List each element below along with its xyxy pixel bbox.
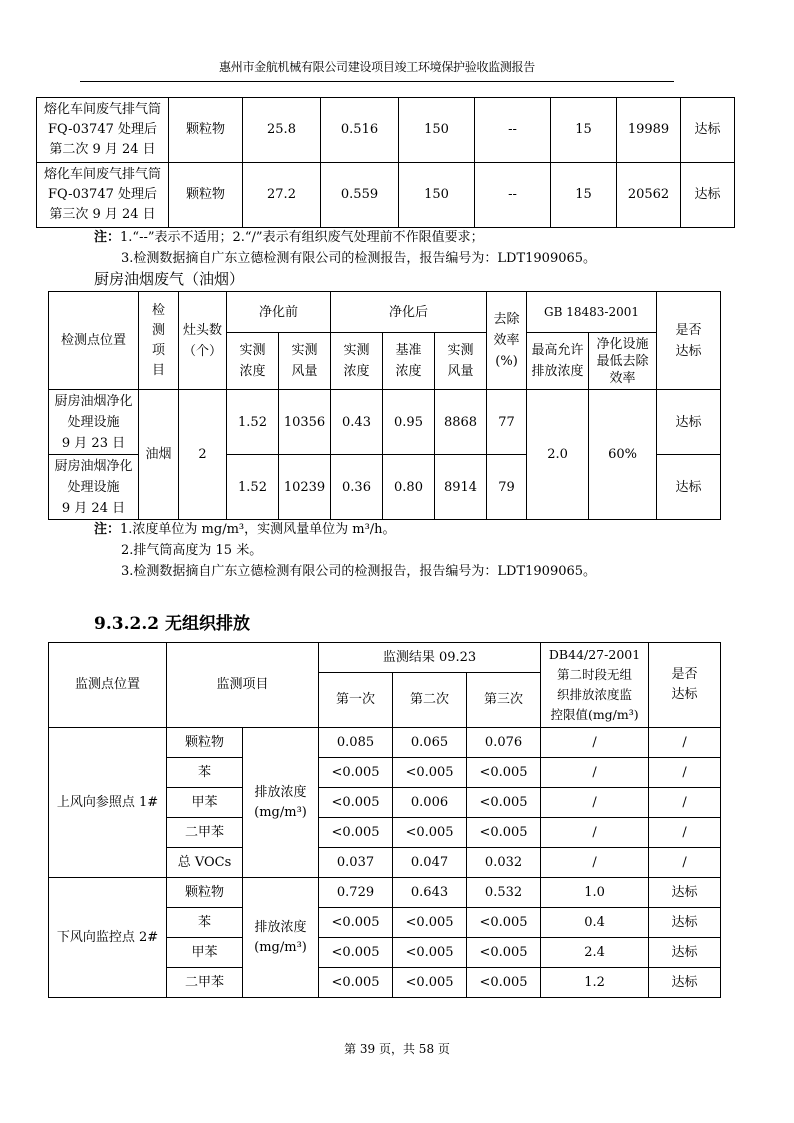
value-cell: <0.005 <box>319 968 393 998</box>
item-cell: 甲苯 <box>167 938 243 968</box>
header-std-eff: 净化设施 最低去除 效率 <box>589 333 657 390</box>
table-row <box>49 728 721 758</box>
value-cell: 79 <box>487 455 527 520</box>
value-cell: <0.005 <box>467 818 541 848</box>
value-cell: <0.005 <box>467 968 541 998</box>
header-after-conc: 实测 浓度 <box>331 333 383 390</box>
result-cell: 达标 <box>681 98 735 163</box>
value-cell: 1.2 <box>541 968 649 998</box>
value-cell: / <box>541 788 649 818</box>
value-cell: <0.005 <box>319 938 393 968</box>
value-cell: / <box>541 848 649 878</box>
header-location: 检测点位置 <box>49 292 139 390</box>
location-cell: 熔化车间废气排气筒 FQ-03747 处理后 第二次 9 月 24 日 <box>37 98 169 163</box>
value-cell: <0.005 <box>393 758 467 788</box>
value-cell: 8914 <box>435 455 487 520</box>
value-cell: / <box>649 788 721 818</box>
organized-emission-table <box>36 97 735 228</box>
value-cell: 0.80 <box>383 455 435 520</box>
value-cell: -- <box>475 98 551 163</box>
value-cell: 0.559 <box>321 163 399 228</box>
value-cell: <0.005 <box>467 908 541 938</box>
header-after-flow: 实测 风量 <box>435 333 487 390</box>
item-cell: 甲苯 <box>167 788 243 818</box>
location-cell: 厨房油烟净化 处理设施 9 月 23 日 <box>49 390 139 455</box>
note-2-line-1: 注：1.浓度单位为 mg/m³，实测风量单位为 m³/h。 <box>94 522 396 537</box>
unit-cell: 排放浓度 (mg/m³) <box>243 878 319 998</box>
value-cell: <0.005 <box>319 758 393 788</box>
kitchen-fume-table <box>48 291 721 520</box>
header-stoves: 灶头数 （个） <box>179 292 227 390</box>
value-cell: 达标 <box>649 878 721 908</box>
header-limit: DB44/27-2001 第二时段无组 织排放浓度监 控限值(mg/m³) <box>541 643 649 728</box>
value-cell: 1.52 <box>227 455 279 520</box>
value-cell: <0.005 <box>393 938 467 968</box>
value-cell: 77 <box>487 390 527 455</box>
value-cell: <0.005 <box>393 908 467 938</box>
value-cell: 达标 <box>649 968 721 998</box>
header-results: 监测结果 09.23 <box>319 643 541 673</box>
value-cell: <0.005 <box>467 758 541 788</box>
value-cell: 27.2 <box>243 163 321 228</box>
value-cell: / <box>541 818 649 848</box>
value-cell: 19989 <box>617 98 681 163</box>
value-cell: 0.729 <box>319 878 393 908</box>
note-2-line-2: 2.排气筒高度为 15 米。 <box>121 543 263 558</box>
note-2-line-3: 3.检测数据摘自广东立德检测有限公司的检测报告，报告编号为：LDT1909065。 <box>121 564 597 579</box>
value-cell: 0.006 <box>393 788 467 818</box>
value-cell: 2.4 <box>541 938 649 968</box>
stoves-cell: 2 <box>179 390 227 520</box>
value-cell: 15 <box>551 98 617 163</box>
value-cell: <0.005 <box>393 818 467 848</box>
std-eff-cell: 60% <box>589 390 657 520</box>
table-row <box>37 98 735 163</box>
header-std-max: 最高允许 排放浓度 <box>527 333 589 390</box>
value-cell: 25.8 <box>243 98 321 163</box>
value-cell: <0.005 <box>319 908 393 938</box>
header-row <box>49 643 721 673</box>
result-cell: 达标 <box>681 163 735 228</box>
item-cell: 苯 <box>167 758 243 788</box>
result-cell: 达标 <box>657 390 721 455</box>
kitchen-fume-title: 厨房油烟废气（油烟） <box>94 270 245 288</box>
item-cell: 苯 <box>167 908 243 938</box>
section-title: 9.3.2.2 无组织排放 <box>94 614 250 634</box>
table-row <box>49 878 721 908</box>
value-cell: 0.037 <box>319 848 393 878</box>
value-cell: 0.4 <box>541 908 649 938</box>
value-cell: <0.005 <box>467 938 541 968</box>
page-header: 惠州市金航机械有限公司建设项目竣工环境保护验收监测报告 <box>80 58 674 82</box>
value-cell: <0.005 <box>467 788 541 818</box>
item-cell: 油烟 <box>139 390 179 520</box>
item-cell: 颗粒物 <box>167 728 243 758</box>
value-cell: <0.005 <box>393 968 467 998</box>
value-cell: 0.085 <box>319 728 393 758</box>
value-cell: 0.36 <box>331 455 383 520</box>
value-cell: / <box>541 758 649 788</box>
value-cell: / <box>649 818 721 848</box>
item-cell: 颗粒物 <box>169 163 243 228</box>
value-cell: 0.047 <box>393 848 467 878</box>
value-cell: 8868 <box>435 390 487 455</box>
value-cell: 10239 <box>279 455 331 520</box>
value-cell: 20562 <box>617 163 681 228</box>
value-cell: / <box>649 848 721 878</box>
header-second: 第二次 <box>393 673 467 728</box>
value-cell: 1.52 <box>227 390 279 455</box>
location-cell: 上风向参照点 1# <box>49 728 167 878</box>
location-cell: 下风向监控点 2# <box>49 878 167 998</box>
value-cell: 0.516 <box>321 98 399 163</box>
item-cell: 总 VOCs <box>167 848 243 878</box>
value-cell: 0.532 <box>467 878 541 908</box>
value-cell: -- <box>475 163 551 228</box>
value-cell: 1.0 <box>541 878 649 908</box>
table-row <box>49 390 721 455</box>
note-1-line-1: 注：1.“--”表示不适用；2.“/”表示有组织废气处理前不作限值要求； <box>94 230 484 245</box>
value-cell: 达标 <box>649 908 721 938</box>
header-first: 第一次 <box>319 673 393 728</box>
header-result: 是否 达标 <box>657 292 721 390</box>
table-row <box>37 163 735 228</box>
value-cell: <0.005 <box>319 818 393 848</box>
result-cell: 达标 <box>657 455 721 520</box>
item-cell: 颗粒物 <box>167 878 243 908</box>
header-after: 净化后 <box>331 292 487 333</box>
header-location: 监测点位置 <box>49 643 167 728</box>
value-cell: 15 <box>551 163 617 228</box>
value-cell: 10356 <box>279 390 331 455</box>
page-footer: 第 39 页，共 58 页 <box>344 1042 450 1056</box>
note-1-line-2: 3.检测数据摘自广东立德检测有限公司的检测报告，报告编号为：LDT1909065。 <box>121 251 597 266</box>
value-cell: 0.95 <box>383 390 435 455</box>
value-cell: / <box>541 728 649 758</box>
value-cell: 0.032 <box>467 848 541 878</box>
item-cell: 二甲苯 <box>167 818 243 848</box>
value-cell: 150 <box>399 98 475 163</box>
header-before: 净化前 <box>227 292 331 333</box>
header-result: 是否 达标 <box>649 643 721 728</box>
value-cell: / <box>649 728 721 758</box>
location-cell: 厨房油烟净化 处理设施 9 月 24 日 <box>49 455 139 520</box>
header-item: 检 测 项 目 <box>139 292 179 390</box>
value-cell: 0.43 <box>331 390 383 455</box>
unit-cell: 排放浓度 (mg/m³) <box>243 728 319 878</box>
item-cell: 二甲苯 <box>167 968 243 998</box>
value-cell: 达标 <box>649 938 721 968</box>
header-item: 监测项目 <box>167 643 319 728</box>
value-cell: 0.076 <box>467 728 541 758</box>
header-before-flow: 实测 风量 <box>279 333 331 390</box>
header-after-base: 基准 浓度 <box>383 333 435 390</box>
fugitive-emission-table <box>48 642 721 998</box>
header-third: 第三次 <box>467 673 541 728</box>
location-cell: 熔化车间废气排气筒 FQ-03747 处理后 第三次 9 月 24 日 <box>37 163 169 228</box>
value-cell: 0.065 <box>393 728 467 758</box>
header-removal: 去除 效率 (%) <box>487 292 527 390</box>
value-cell: <0.005 <box>319 788 393 818</box>
value-cell: 150 <box>399 163 475 228</box>
header-standard: GB 18483-2001 <box>527 292 657 333</box>
header-before-conc: 实测 浓度 <box>227 333 279 390</box>
std-max-cell: 2.0 <box>527 390 589 520</box>
item-cell: 颗粒物 <box>169 98 243 163</box>
header-row <box>49 292 721 333</box>
value-cell: / <box>649 758 721 788</box>
value-cell: 0.643 <box>393 878 467 908</box>
